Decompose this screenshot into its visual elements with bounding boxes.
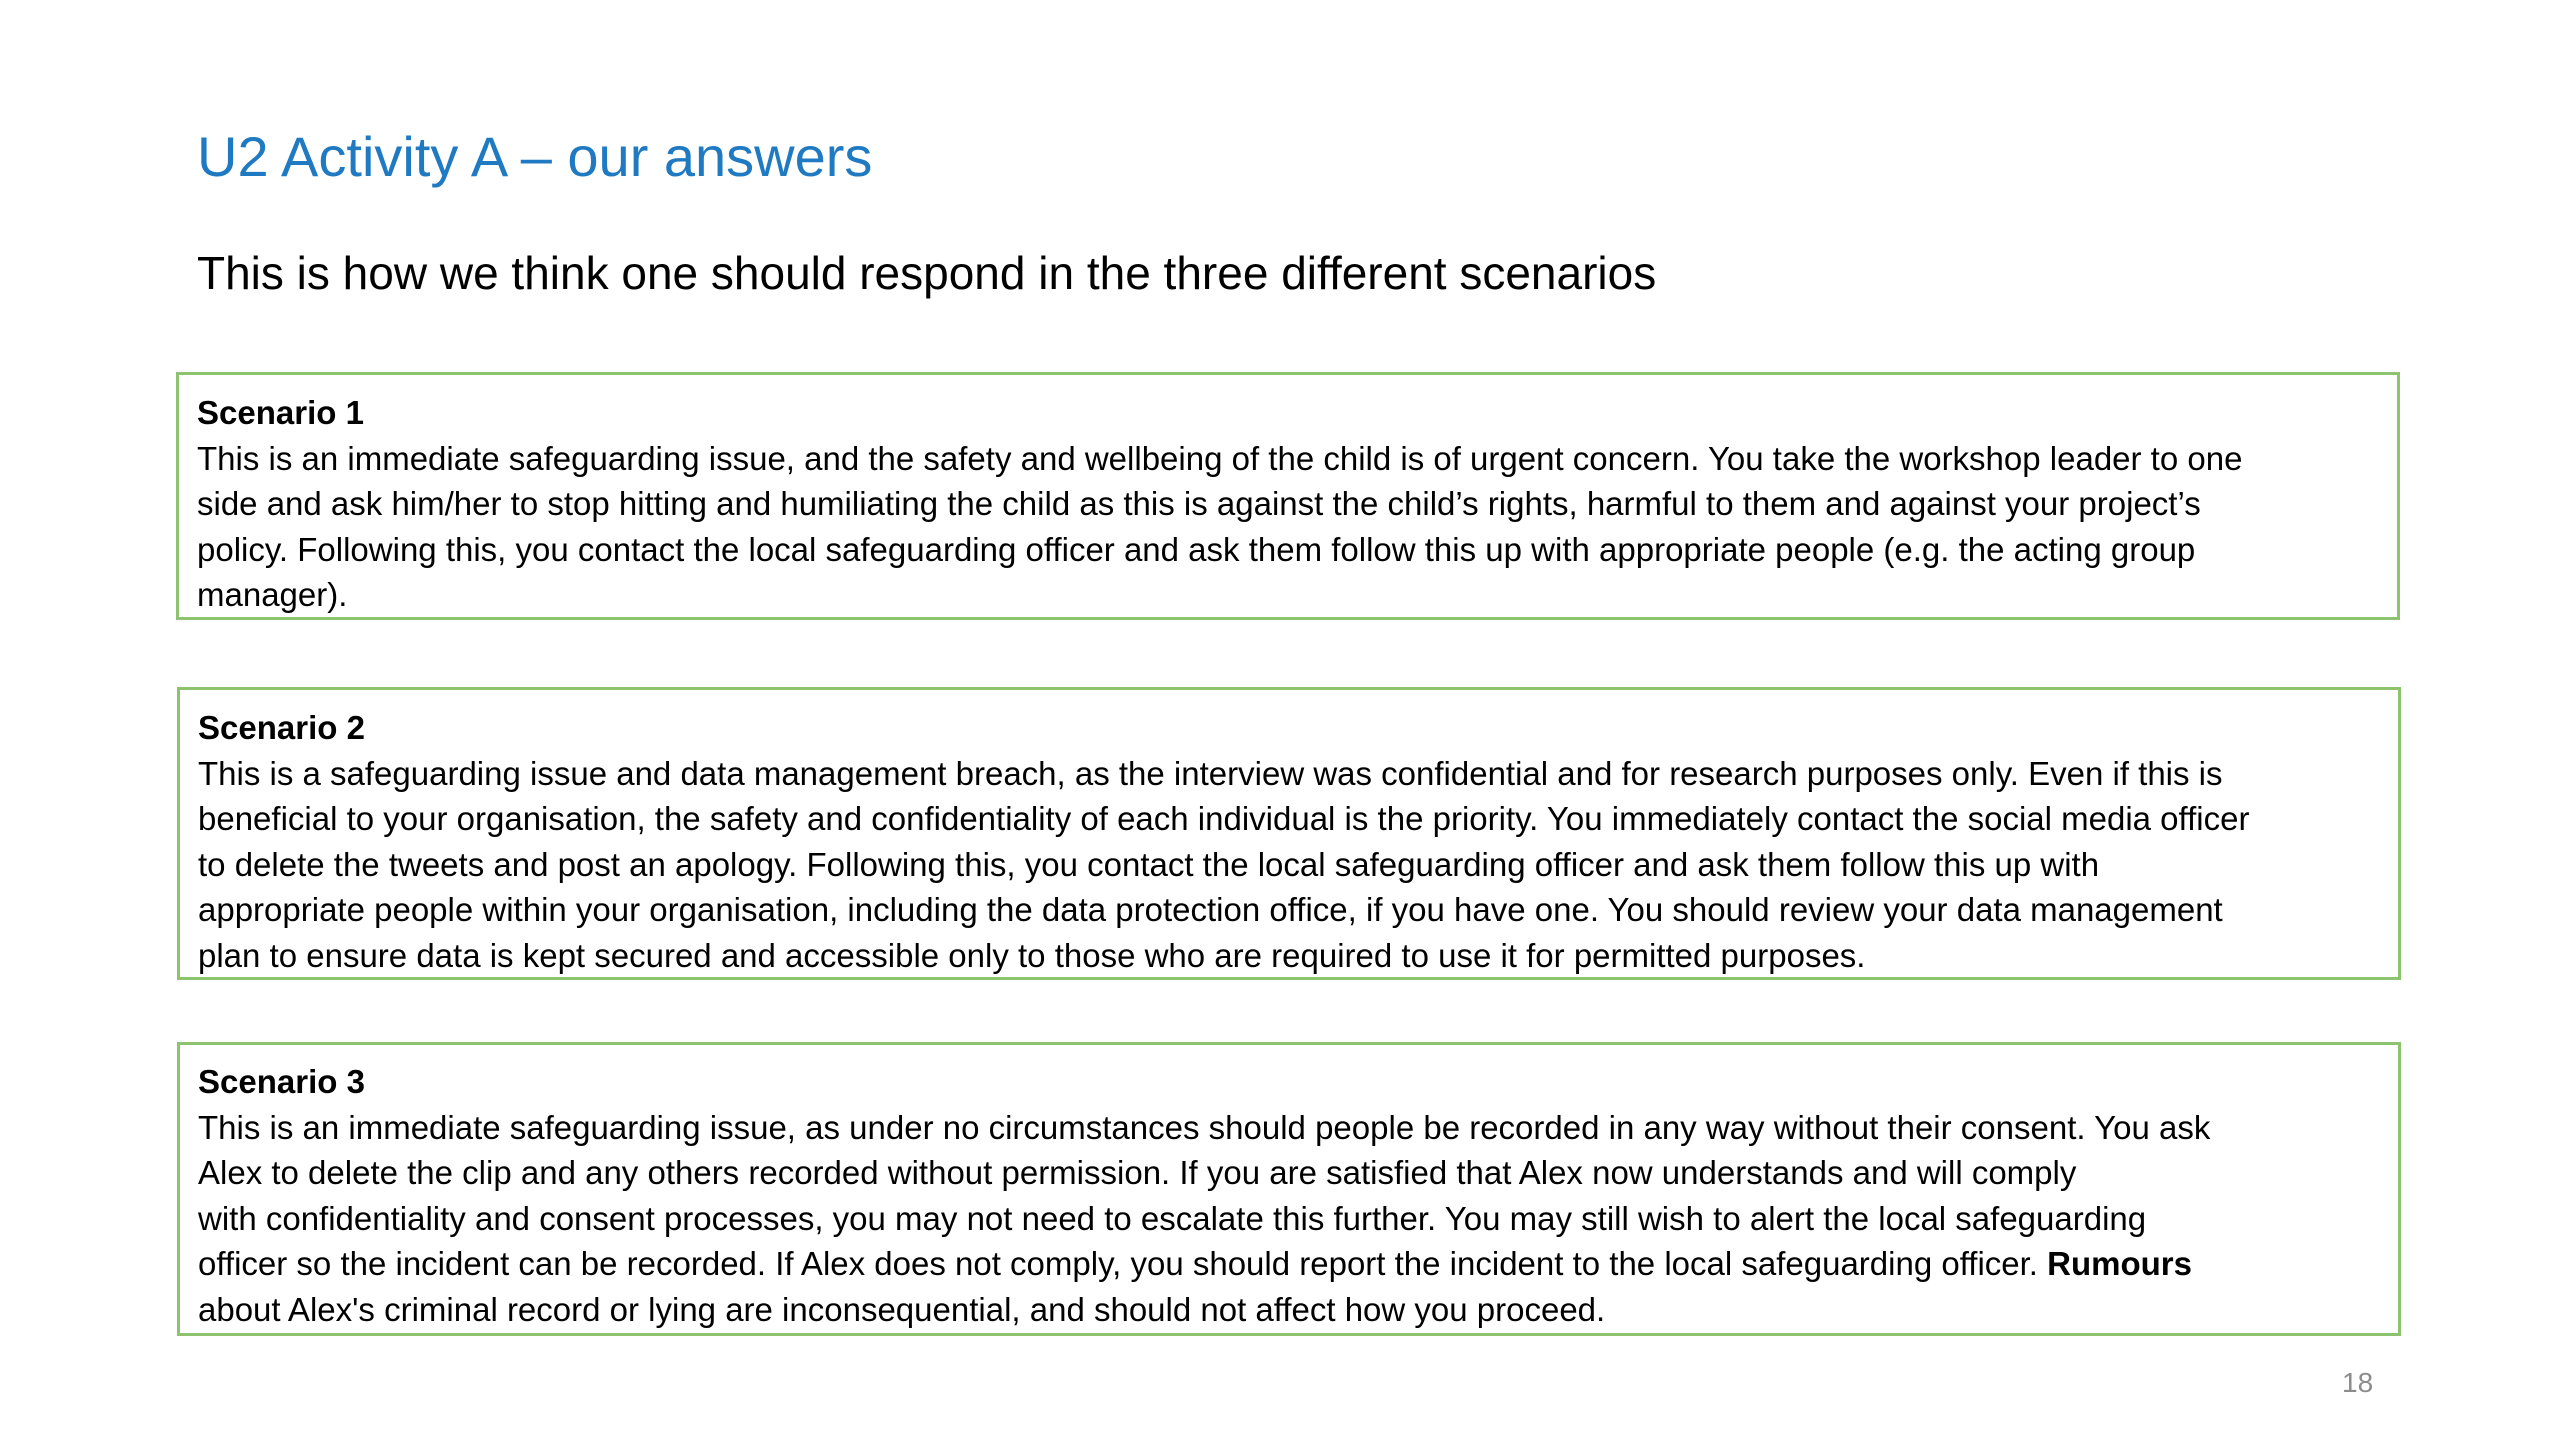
scenario-2-line: appropriate people within your organisation, including the data protection office, if you have one. You should review your data management bbox=[198, 891, 2223, 928]
scenario-2-line: to delete the tweets and post an apology. Following this, you contact the local safeguarding officer and ask them follow this up with bbox=[198, 845, 2100, 883]
rumours-emphasis: Rumours bbox=[2047, 1245, 2192, 1282]
scenario-2-title: Scenario 2 bbox=[198, 709, 365, 746]
scenario-3-box bbox=[177, 1042, 2401, 1336]
scenario-1-line: policy. Following this, you contact the local safeguarding officer and ask them follow this up with appropriate people (e.g. the acting group bbox=[197, 530, 2196, 568]
scenario-3-line: This is an immediate safeguarding issue, as under no circumstances should people be recorded in any way without their consent. You ask bbox=[198, 1108, 2211, 1146]
scenario-1-line: manager). bbox=[197, 576, 348, 613]
scenario-1-line: side and ask him/her to stop hitting and humiliating the child as this is against the child’s rights, harmful to them and against your project’s bbox=[197, 485, 2201, 522]
scenario-2-box bbox=[177, 687, 2401, 980]
scenario-1-box bbox=[176, 372, 2400, 620]
slide-subtitle: This is how we think one should respond in the three different scenarios bbox=[197, 247, 1657, 299]
scenario-3-line: Alex to delete the clip and any others recorded without permission. If you are satisfied that Alex now understands and will comply bbox=[198, 1154, 2077, 1191]
scenario-3-line: with confidentiality and consent processes, you may not need to escalate this further. You may still wish to alert the local safeguarding bbox=[198, 1199, 2147, 1237]
scenario-3-title: Scenario 3 bbox=[198, 1063, 365, 1100]
scenario-3-line-5: about Alex's criminal record or lying are inconsequential, and should not affect how you proceed. bbox=[198, 1290, 1606, 1328]
scenario-2-line: plan to ensure data is kept secured and accessible only to those who are required to use it for permitted purposes. bbox=[198, 936, 1866, 974]
scenario-2-line: beneficial to your organisation, the safety and confidentiality of each individual is the priority. You immediately contact the social media officer bbox=[198, 800, 2250, 837]
slide-title: U2 Activity A – our answers bbox=[197, 125, 873, 188]
scenario-1-line: This is an immediate safeguarding issue, and the safety and wellbeing of the child is of urgent concern. You take the workshop leader to one bbox=[197, 439, 2243, 477]
page-number: 18 bbox=[2342, 1367, 2374, 1398]
scenario-2-line: This is a safeguarding issue and data management breach, as the interview was confidential and for research purposes only. Even if this is bbox=[198, 754, 2223, 792]
scenario-3-line-4-text: officer so the incident can be recorded. If Alex does not comply, you should report the incident to the local safeguarding officer. bbox=[198, 1245, 2048, 1282]
scenario-3-line-4 bbox=[198, 1241, 2376, 1287]
scenario-1-title: Scenario 1 bbox=[197, 394, 364, 431]
